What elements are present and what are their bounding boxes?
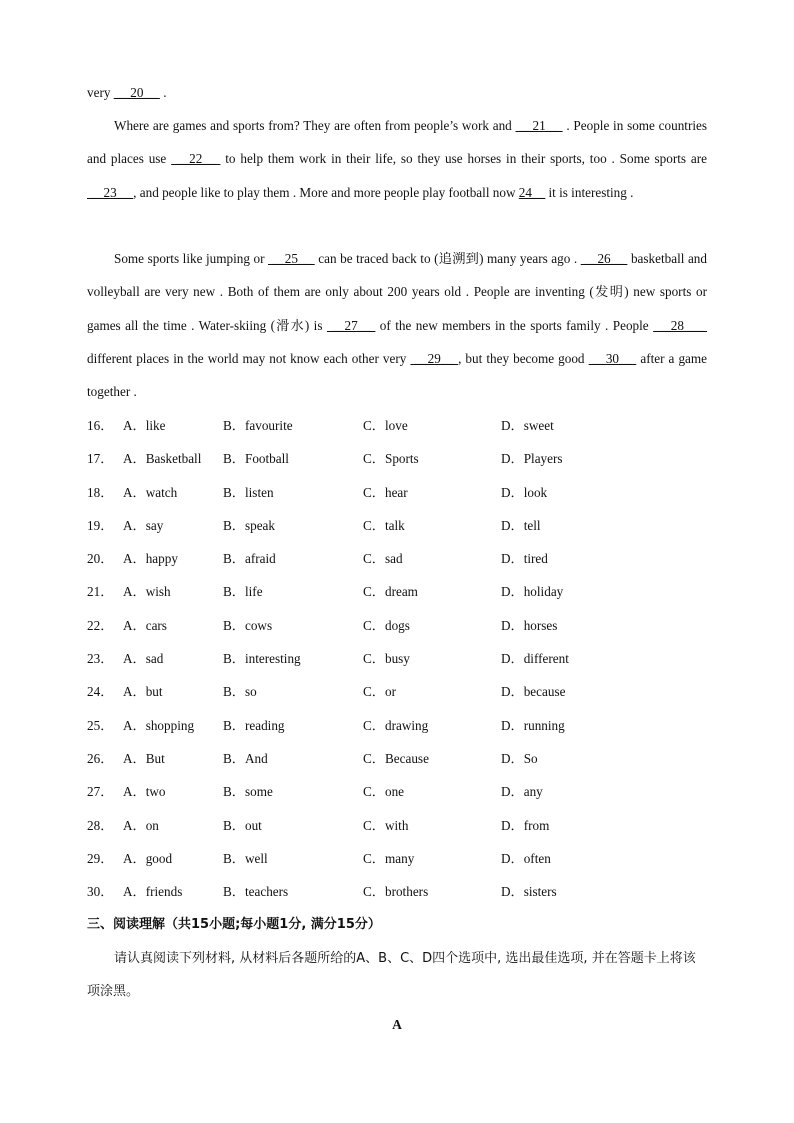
- option-d: D．tell: [501, 517, 541, 533]
- passage-label: A: [392, 1017, 402, 1032]
- option-b: B．so: [223, 684, 257, 700]
- option-d: D．tired: [501, 551, 548, 567]
- passage-text: Where are games and sports from? They are often from people’s work and: [114, 118, 516, 133]
- option-d: D．holiday: [501, 584, 564, 600]
- option-c: C．brothers: [363, 884, 429, 900]
- option-a: A．wish: [123, 584, 171, 600]
- option-d: D．different: [501, 651, 569, 667]
- option-a: A．but: [123, 684, 163, 700]
- blank-field: __29__: [410, 350, 459, 366]
- option-d: D．sisters: [501, 884, 557, 900]
- answer-options-list: [87, 409, 707, 908]
- blank-field: __26__: [580, 251, 628, 266]
- passage-text: to help them work in their life, so they use horses in their sports, too . Some sports are: [220, 151, 707, 167]
- option-c: C．dogs: [363, 617, 410, 633]
- option-a: A．But: [123, 750, 165, 766]
- blank-field: __21__: [515, 118, 563, 133]
- option-c: C．with: [363, 817, 409, 833]
- option-b: B．listen: [223, 484, 274, 500]
- option-b: B．teachers: [223, 884, 289, 900]
- question-option-row: [87, 509, 707, 542]
- question-number: 24．: [87, 684, 114, 700]
- blank-field: __20__: [113, 85, 160, 100]
- question-number: 27．: [87, 784, 114, 800]
- passage-text: different places in the world may not know each other very: [87, 350, 411, 366]
- question-number: 28．: [87, 817, 114, 833]
- question-option-row: [87, 842, 707, 875]
- option-c: C．many: [363, 850, 415, 866]
- option-a: A．two: [123, 784, 166, 800]
- question-number: 29．: [87, 850, 114, 866]
- option-c: C．or: [363, 684, 396, 700]
- question-number: 18．: [87, 484, 114, 500]
- question-option-row: [87, 575, 707, 608]
- passage-paragraph-2: [87, 109, 707, 209]
- passage-text: can be traced back to (追溯到) many years ago .: [314, 251, 581, 266]
- section-heading: 三、阅读理解（共15小题;每小题1分, 满分15分）: [87, 917, 381, 932]
- passage-paragraph-3: [87, 242, 707, 408]
- option-a: A．good: [123, 850, 173, 866]
- option-b: B．Football: [223, 451, 289, 467]
- question-number: 25．: [87, 717, 114, 733]
- question-number: 16．: [87, 418, 114, 433]
- option-c: C．sad: [363, 551, 403, 567]
- option-b: B．cows: [223, 617, 273, 633]
- passage-text: very: [87, 85, 114, 100]
- question-number: 17．: [87, 451, 114, 467]
- blank-field: __23__: [87, 184, 134, 200]
- passage-text: after a game together .: [87, 350, 708, 400]
- question-number: 19．: [87, 517, 114, 533]
- option-d: D．look: [501, 484, 548, 500]
- question-number: 20．: [87, 551, 114, 567]
- option-b: B．speak: [223, 517, 276, 533]
- question-option-row: [87, 875, 707, 908]
- blank-field: __27__: [326, 317, 376, 333]
- option-c: C．talk: [363, 517, 405, 533]
- option-b: B．life: [223, 584, 263, 600]
- passage-paragraph-1: [87, 76, 707, 109]
- question-number: 30．: [87, 884, 114, 900]
- option-a: A．like: [123, 418, 166, 433]
- option-b: B．well: [223, 850, 268, 866]
- passage-text: basketball and volleyball are very new . Both of them are only about 200 years old . People are inventing (发明) new sports or games all the time . Water-skiing (滑水) is: [87, 251, 707, 333]
- blank-field: 24__: [518, 184, 546, 200]
- option-b: B．reading: [223, 717, 285, 733]
- option-c: C．love: [363, 418, 408, 433]
- option-a: A．Basketball: [123, 451, 202, 467]
- option-c: C．one: [363, 784, 405, 800]
- blank-field: __30__: [588, 350, 637, 366]
- option-d: D．any: [501, 784, 543, 800]
- question-option-row: [87, 775, 707, 808]
- section-instruction: 请认真阅读下列材料, 从材料后各题所给的A、B、C、D四个选项中, 选出最佳选项, 并在答题卡上将该项涂黑。: [87, 951, 696, 999]
- option-b: B．And: [223, 750, 268, 766]
- blank-field: __25__: [268, 251, 315, 266]
- question-number: 21．: [87, 584, 114, 600]
- question-option-row: [87, 642, 707, 675]
- option-d: D．from: [501, 817, 550, 833]
- question-option-row: [87, 442, 707, 475]
- option-a: A．cars: [123, 617, 167, 633]
- option-c: C．busy: [363, 651, 410, 667]
- option-a: A．happy: [123, 551, 178, 567]
- blank-field: __28___: [653, 317, 708, 333]
- option-a: A．say: [123, 517, 164, 533]
- option-d: D．running: [501, 717, 565, 733]
- option-a: A．watch: [123, 484, 178, 500]
- option-d: D．sweet: [501, 418, 554, 433]
- option-d: D．because: [501, 684, 566, 700]
- option-a: A．shopping: [123, 717, 195, 733]
- question-option-row: [87, 609, 707, 642]
- option-c: C．Sports: [363, 451, 419, 467]
- question-option-row: [87, 709, 707, 742]
- option-b: B．interesting: [223, 651, 301, 667]
- option-b: B．afraid: [223, 551, 276, 567]
- option-d: D．often: [501, 850, 551, 866]
- question-option-row: [87, 742, 707, 775]
- passage-text: of the new members in the sports family . People: [375, 317, 654, 333]
- passage-text: it is interesting .: [545, 184, 634, 200]
- passage-text: , and people like to play them . More and more people play football now: [133, 184, 519, 200]
- passage-text: , but they become good: [458, 350, 589, 366]
- option-a: A．sad: [123, 651, 164, 667]
- option-c: C．hear: [363, 484, 408, 500]
- question-option-row: [87, 409, 707, 442]
- option-d: D．Players: [501, 451, 563, 467]
- option-c: C．Because: [363, 750, 429, 766]
- question-option-row: [87, 542, 707, 575]
- question-option-row: [87, 809, 707, 842]
- question-number: 22．: [87, 617, 114, 633]
- passage-text: Some sports like jumping or: [114, 251, 269, 266]
- option-c: C．dream: [363, 584, 418, 600]
- option-a: A．friends: [123, 884, 183, 900]
- option-d: D．So: [501, 750, 538, 766]
- question-number: 23．: [87, 651, 114, 667]
- option-a: A．on: [123, 817, 159, 833]
- blank-field: __22__: [171, 151, 221, 167]
- passage-text: .: [159, 85, 167, 100]
- option-c: C．drawing: [363, 717, 429, 733]
- question-option-row: [87, 675, 707, 708]
- option-b: B．out: [223, 817, 262, 833]
- option-b: B．some: [223, 784, 273, 800]
- option-d: D．horses: [501, 617, 558, 633]
- option-b: B．favourite: [223, 418, 293, 433]
- question-number: 26．: [87, 750, 114, 766]
- passage-text: . People in some countries and places use: [87, 118, 707, 167]
- question-option-row: [87, 476, 707, 509]
